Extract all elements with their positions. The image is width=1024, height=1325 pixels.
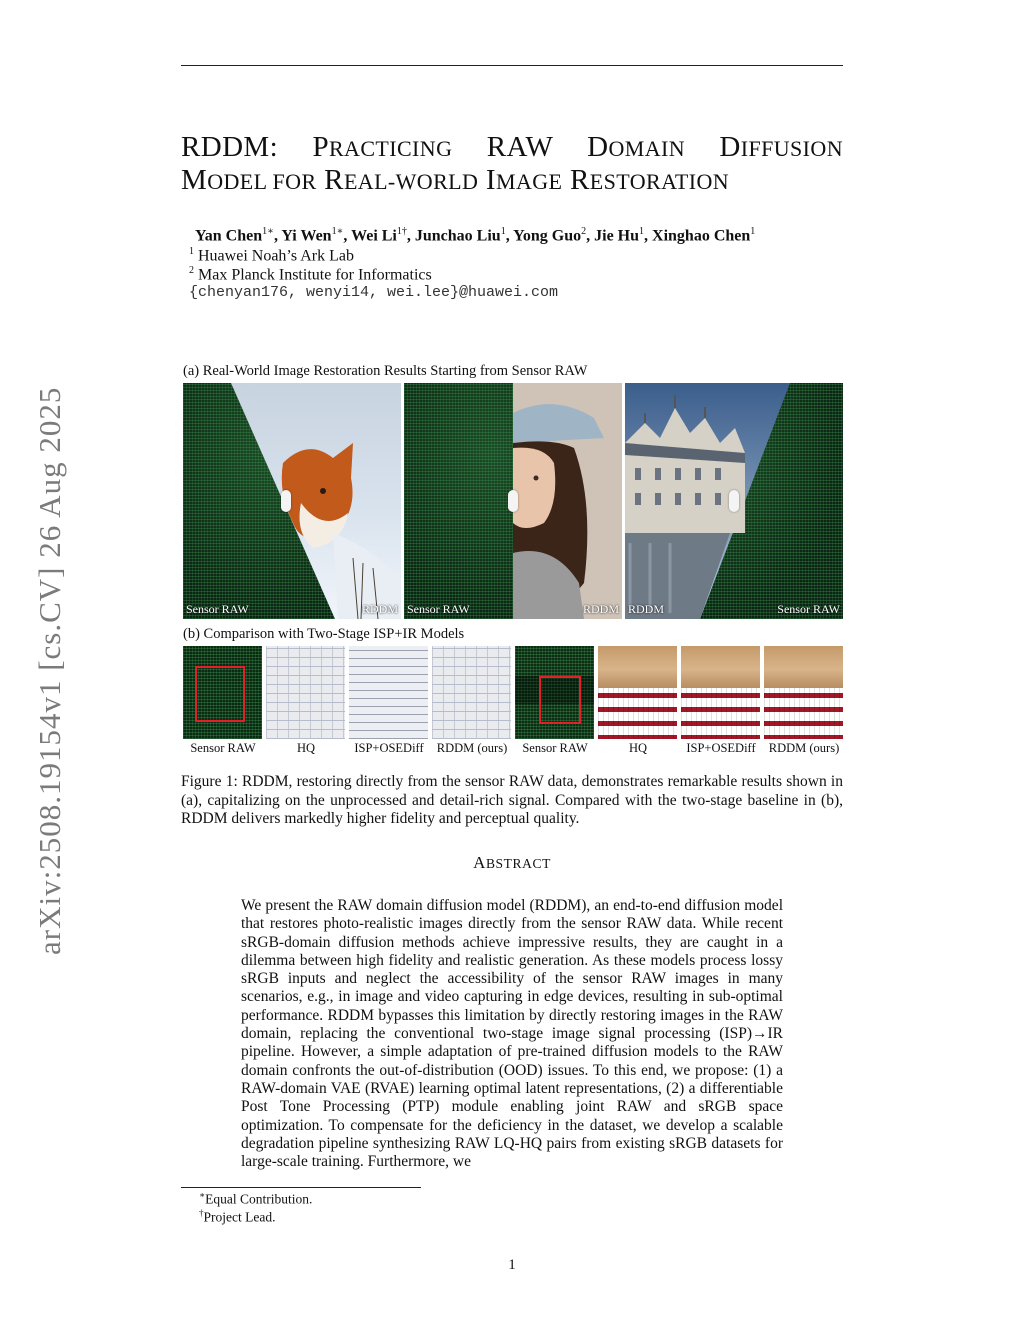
crop-box (539, 676, 581, 724)
top-rule (181, 65, 843, 66)
author-name: Xinghao Chen (652, 227, 751, 245)
thumb-hq-2 (598, 646, 677, 739)
slider-handle[interactable] (729, 490, 739, 512)
thumb-caption: Sensor RAW (522, 741, 588, 755)
thumb-isp-osediff-1 (349, 646, 428, 739)
thumb-caption: ISP+OSEDiff (354, 741, 424, 755)
figure-caption: Figure 1: RDDM, restoring directly from the sensor RAW data, demonstrates remarkable results shown in (a), capitalizing on the unprocessed and detail-rich signal. Compared with the two-stage baseline in (b), RDDM delivers markedly higher fidelity and perceptual quality. (181, 773, 843, 827)
thumb-sensor-raw-1 (183, 646, 262, 739)
footnote-rule (181, 1187, 421, 1188)
thumb-caption: ISP+OSEDiff (686, 741, 756, 755)
thumb-caption: HQ (296, 741, 316, 755)
thumb-caption: RDDM (ours) (436, 741, 508, 755)
affiliation-1: $^1$ Huawei Noah’s Ark Lab (189, 246, 354, 265)
author-name: Junchao Liu (414, 227, 501, 245)
author-name: Yong Guo (513, 227, 582, 245)
image-label-left: Sensor RAW (186, 602, 249, 616)
crop-box (195, 666, 245, 722)
thumb-sensor-raw-2 (515, 646, 594, 739)
thumb-rddm-2 (764, 646, 843, 739)
thumb-rddm-1 (432, 646, 511, 739)
slider-handle[interactable] (508, 490, 518, 512)
image-label-left: Sensor RAW (407, 602, 470, 616)
result-image-chateau (625, 383, 843, 619)
page-number: 1 (508, 1257, 516, 1273)
author-name: Yan Chen (195, 227, 263, 245)
panel-b-label: (b) Comparison with Two-Stage ISP+IR Models (183, 626, 465, 642)
thumb-hq-1 (266, 646, 345, 739)
footnote-project-lead: †Project Lead. (199, 1208, 276, 1225)
paper-title-line-1: RDDM: PRACTICING RAW DOMAIN DIFFUSION (181, 131, 843, 163)
author-emails: {chenyan176, wenyi14, wei.lee}@huawei.com (189, 284, 559, 301)
image-label-right: Sensor RAW (777, 602, 840, 616)
author-name: Jie Hu (594, 227, 640, 245)
author-name: Wei Li (351, 227, 397, 245)
slider-handle[interactable] (281, 490, 291, 512)
thumb-isp-osediff-2 (681, 646, 760, 739)
image-label-right: RDDM (582, 602, 619, 616)
footnote-equal-contribution: ∗Equal Contribution. (199, 1190, 313, 1207)
image-label-left: RDDM (628, 602, 665, 616)
result-image-woman (404, 383, 622, 619)
fox-restored-region (183, 383, 401, 619)
thumb-caption: HQ (628, 741, 648, 755)
thumb-caption: Sensor RAW (190, 741, 256, 755)
author-list: Yan Chen$^{1∗}$, Yi Wen$^{1∗}$, Wei $Li^{1\dagger}$, Junchao Liu$^1$, Yong Guo$^2$, Jie Hu$^1$, Xinghao Chen$^1$ (195, 226, 756, 245)
paper-title-line-2: MODEL FOR REAL-WORLD IMAGE RESTORATION (181, 164, 730, 196)
affiliation-2: $^2$ Max Planck Institute for Informatics (189, 265, 432, 284)
author-name: Yi Wen (281, 227, 332, 245)
abstract-heading: ABSTRACT (473, 853, 551, 872)
thumb-caption: RDDM (ours) (768, 741, 840, 755)
image-label-right: RDDM (361, 602, 398, 616)
abstract-body: We present the RAW domain diffusion model (RDDM), an end-to-end diffusion model that restores photo-realistic images directly from the sensor RAW data. While recent sRGB-domain diffusion methods achieve impressive results, they are caught in a dilemma between high fidelity and realistic generation. As these models process lossy sRGB inputs and neglect the accessibility of the sensor RAW images in many scenarios, e.g., in image and video capturing in edge devices, resulting in sub-optimal performance. RDDM bypasses this limitation by directly restoring images in the RAW domain, replacing the conventional two-stage image signal processing (ISP)→IR pipeline. However, a simple adaptation of pre-trained diffusion models to the RAW domain confronts the out-of-distribution (OOD) issues. To this end, we propose: (1) a RAW-domain VAE (RVAE) learning optimal latent representations, (2) a differentiable Post Tone Processing (PTP) module enabling joint RAW and sRGB space optimization. To compensate for the deficiency in the dataset, we develop a scalable degradation pipeline synthesizing RAW LQ-HQ pairs from existing sRGB datasets for large-scale training. Furthermore, we (241, 897, 783, 1171)
arxiv-stamp: arXiv:2508.19154v1 [cs.CV] 26 Aug 2025 (32, 386, 67, 955)
panel-a-label: (a) Real-World Image Restoration Results Starting from Sensor RAW (183, 363, 588, 379)
result-image-fox (183, 383, 401, 619)
